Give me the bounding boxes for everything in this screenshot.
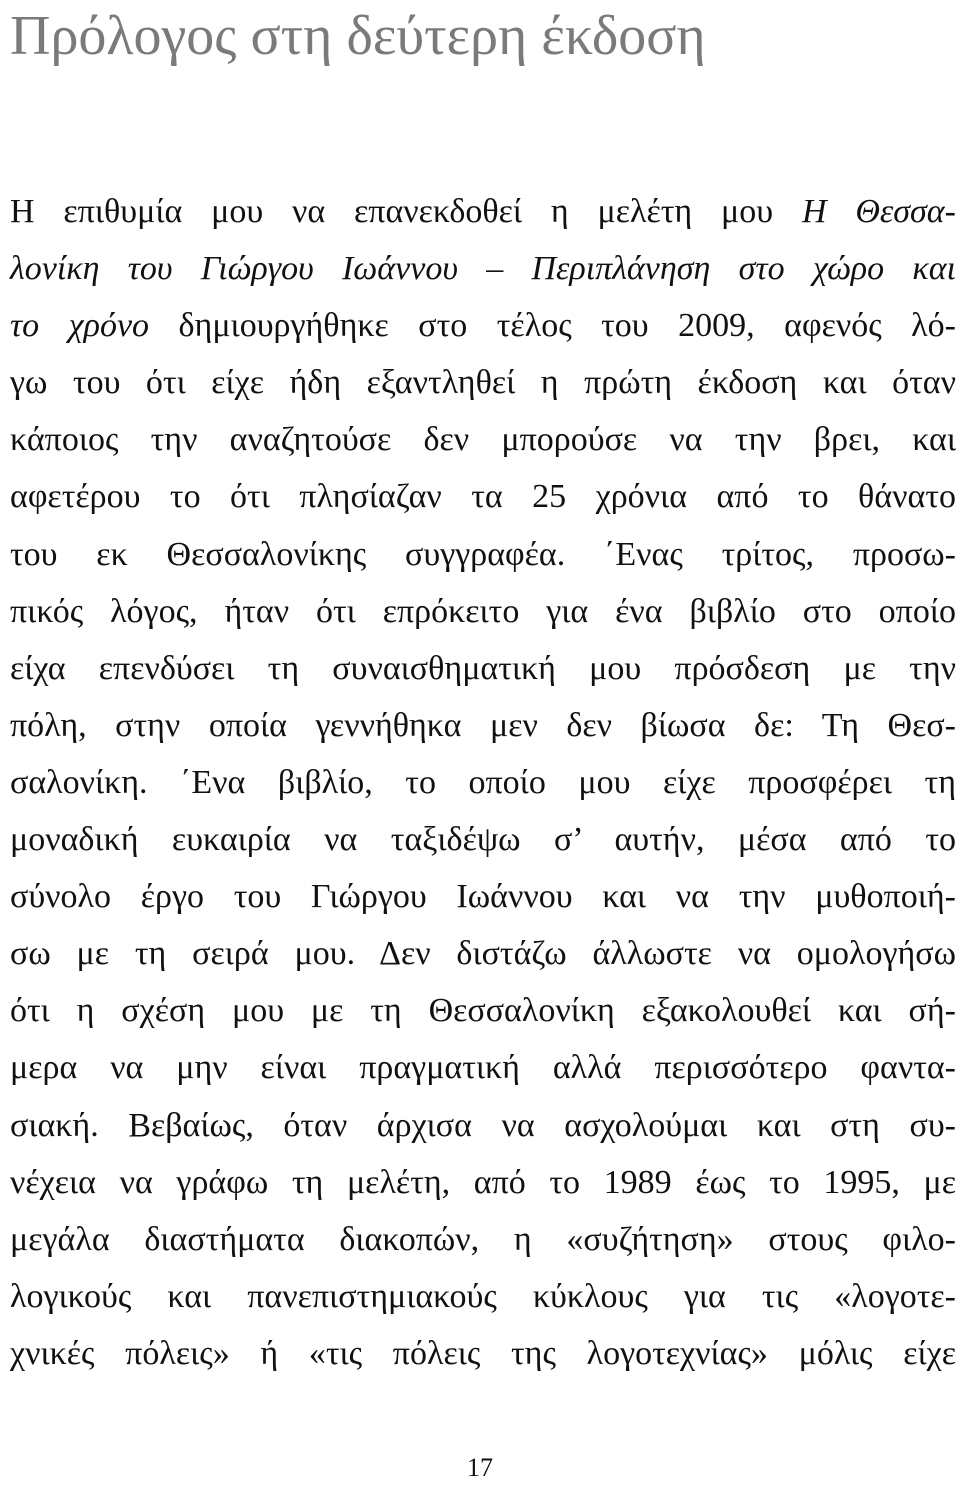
- text-line: [10, 982, 956, 1039]
- italic-title-run: λονίκη του Γιώργου Ιωάννου – Περιπλάνηση στο χώρο και: [10, 250, 956, 288]
- text-line: [10, 1039, 956, 1096]
- text-run: πικός λόγος, ήταν ότι επρόκειτο για ένα βιβλίο στο οποίο: [10, 592, 956, 630]
- text-run: ότι η σχέση μου με τη Θεσσαλονίκη εξακολουθεί και σή-: [10, 992, 956, 1030]
- italic-title-run: Η Θεσσα-: [801, 193, 956, 230]
- text-run: χνικές πόλεις» ή «τις πόλεις της λογοτεχνίας» μόλις είχε: [10, 1334, 956, 1372]
- text-run: πόλη, στην οποία γεννήθηκα μεν δεν βίωσα δε: Τη Θεσ-: [10, 706, 956, 744]
- text-run: αφετέρου το ότι πλησίαζαν τα 25 χρόνια από το θάνατο: [10, 478, 956, 516]
- text-line: [10, 1325, 956, 1382]
- text-line: [10, 1097, 956, 1154]
- text-run: σιακή. Βεβαίως, όταν άρχισα να ασχολούμαι και στη συ-: [10, 1106, 956, 1144]
- text-line: [10, 411, 956, 468]
- text-line: [10, 183, 956, 240]
- italic-title-run: το χρόνο: [10, 307, 150, 345]
- text-line: [10, 697, 956, 754]
- text-run: νέχεια να γράφω τη μελέτη, από το 1989 έως το 1995, με: [10, 1163, 956, 1201]
- text-run: σω με τη σειρά μου. Δεν διστάζω άλλωστε να ομολογήσω: [10, 935, 956, 973]
- page-title: Πρόλογος στη δεύτερη έκδοση: [10, 5, 706, 67]
- text-line: [10, 640, 956, 697]
- text-run: σαλονίκη. ΄Ενα βιβλίο, το οποίο μου είχε προσφέρει τη: [10, 763, 956, 801]
- text-line: [10, 468, 956, 525]
- text-line: [10, 354, 956, 411]
- text-run: κάποιος την αναζητούσε δεν μπορούσε να την βρει, και: [10, 421, 956, 459]
- text-line: [10, 526, 956, 583]
- text-run: γω του ότι είχε ήδη εξαντληθεί η πρώτη έκδοση και όταν: [10, 364, 956, 402]
- page-number: 17: [467, 1453, 493, 1482]
- text-line: [10, 297, 956, 354]
- text-run: Η επιθυμία μου να επανεκδοθεί η μελέτη μου: [10, 193, 802, 230]
- text-line: [10, 1268, 956, 1325]
- text-line: [10, 583, 956, 640]
- text-line: [10, 240, 956, 297]
- text-run: μοναδική ευκαιρία να ταξιδέψω σ’ αυτήν, μέσα από το: [10, 821, 956, 859]
- text-line: [10, 1154, 956, 1211]
- prologue-body-text: [10, 183, 956, 1382]
- text-run: σύνολο έργο του Γιώργου Ιωάννου και να την μυθοποιή-: [10, 878, 956, 916]
- text-run: είχα επενδύσει τη συναισθηματική μου πρόσδεση με την: [10, 649, 956, 687]
- text-run: λογικούς και πανεπιστημιακούς κύκλους για τις «λογοτε-: [10, 1277, 956, 1315]
- text-line: [10, 868, 956, 925]
- text-line: [10, 1211, 956, 1268]
- text-line: [10, 811, 956, 868]
- text-run: δημιουργήθηκε στο τέλος του 2009, αφενός λό-: [149, 307, 956, 345]
- text-run: του εκ Θεσσαλονίκης συγγραφέα. ΄Ενας τρίτος, προσω-: [10, 535, 956, 573]
- text-line: [10, 925, 956, 982]
- text-run: μεγάλα διαστήματα διακοπών, η «συζήτηση» στους φιλο-: [10, 1220, 956, 1258]
- text-line: [10, 754, 956, 811]
- text-run: μερα να μην είναι πραγματική αλλά περισσότερο φαντα-: [10, 1049, 956, 1087]
